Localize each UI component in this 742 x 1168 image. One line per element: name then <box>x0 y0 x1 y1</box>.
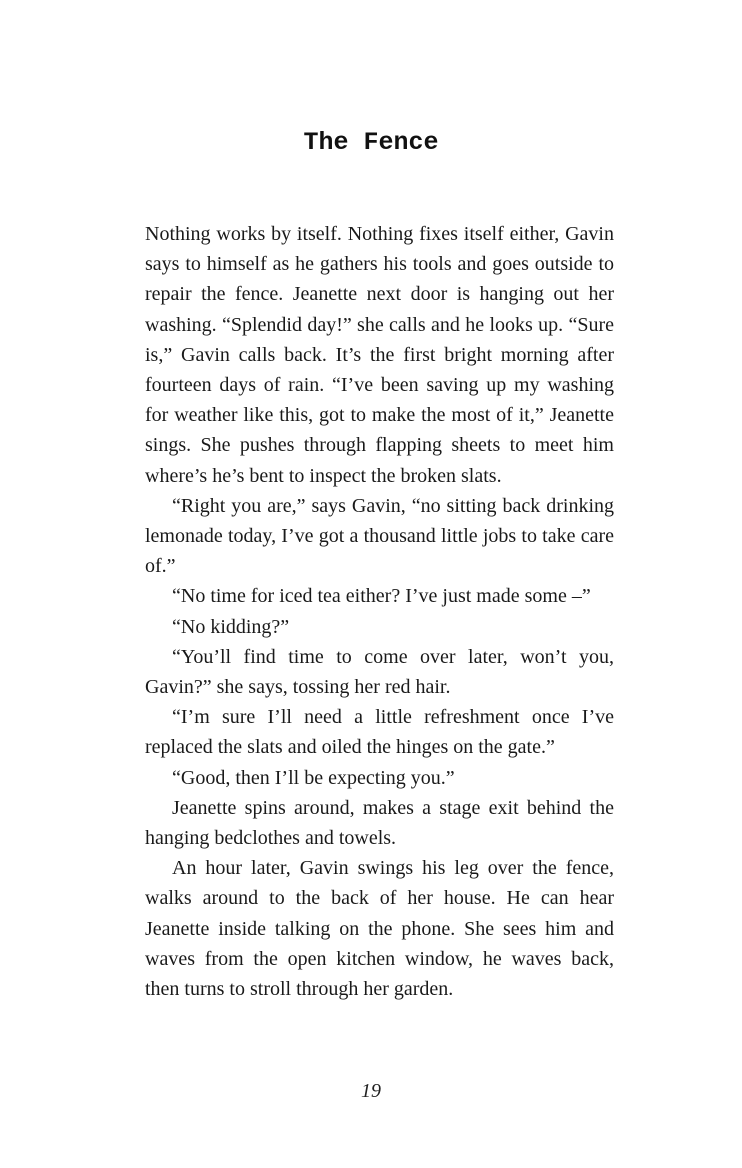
paragraph: “Good, then I’ll be expecting you.” <box>172 766 455 789</box>
paragraph: “No time for iced tea either? I’ve just made some –” <box>172 585 591 608</box>
page-number: 19 <box>361 1080 381 1102</box>
paragraph: “No kidding?” <box>172 615 290 638</box>
paragraph: Nothing works by itself. Nothing fixes itself either, Gavin says to himself as he gathers his tools and goes outside to repair the fence. Jeanette next door is hanging out her washing. “Splendid day!” she calls and he looks up. “Sure is,” Gavin calls back. It’s the first bright morning after fourteen days of rain. “I’ve been saving up my washing for weather like this, got to make the most of it,” Jeanette sings. She pushes through flapping sheets to meet him where’s he’s bent to inspect the broken slats. <box>145 223 614 487</box>
paragraph: “Right you are,” says Gavin, “no sitting back drinking lemonade today, I’ve got a thousand little jobs to take care of.” <box>145 494 614 578</box>
paragraph: “You’ll find time to come over later, won’t you, Gavin?” she says, tossing her red hair. <box>145 645 614 699</box>
chapter-title: The Fence <box>303 128 439 157</box>
paragraph: An hour later, Gavin swings his leg over the fence, walks around to the back of her house. He can hear Jeanette inside talking on the phone. She sees him and waves from the open kitchen window, he waves back, then turns to stroll through her garden. <box>145 857 614 1001</box>
chapter-body <box>145 219 614 1004</box>
paragraph: “I’m sure I’ll need a little refreshment once I’ve replaced the slats and oiled the hinges on the gate.” <box>145 706 614 759</box>
paragraph: Jeanette spins around, makes a stage exit behind the hanging bedclothes and towels. <box>145 796 614 850</box>
